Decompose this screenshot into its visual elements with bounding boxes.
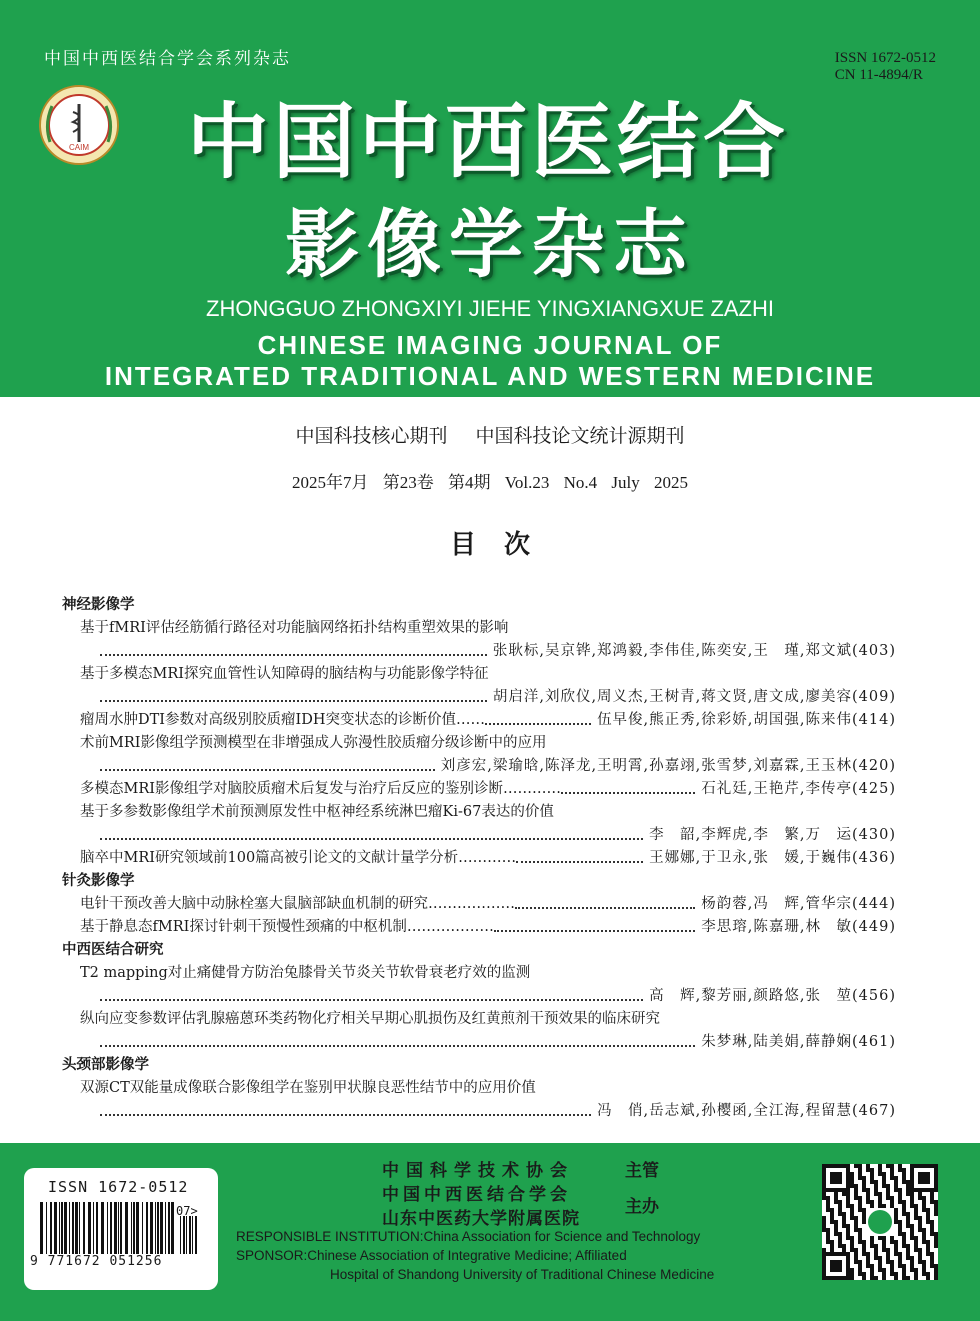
toc-entry-title: 纵向应变参数评估乳腺癌蒽环类药物化疗相关早期心肌损伤及红黄煎剂干预效果的临床研究 <box>80 1011 660 1027</box>
series-label: 中国中西医结合学会系列杂志 <box>44 49 291 69</box>
toc-entry-authors: 李思瑢,陈嘉珊,林 敏(449) <box>701 919 896 935</box>
toc-entry-authors: 高 辉,黎芳丽,颜路悠,张 堃(456) <box>649 988 896 1004</box>
toc-entry-title: 电针干预改善大脑中动脉栓塞大鼠脑部缺血机制的研究……………… <box>80 896 515 912</box>
toc-entry-authors: 张耿标,吴京铧,郑鸿毅,李伟佳,陈奕安,王 瑾,郑文斌(403) <box>492 643 896 659</box>
toc-entry-title: 脑卒中MRI研究领域前100篇高被引论文的文献计量学分析………… <box>80 850 517 866</box>
barcode-icon <box>38 1202 198 1258</box>
toc-entry-authors: 石礼廷,王艳芹,李传亭(425) <box>701 781 896 797</box>
leader-dots <box>100 640 487 656</box>
org-sponsor-1: 中国中西医结合学会 <box>382 1185 571 1205</box>
qr-code-icon <box>822 1164 938 1280</box>
barcode-suffix: 07> <box>176 1204 198 1218</box>
toc-entry-author-row <box>62 824 896 847</box>
toc-entry[interactable] <box>62 847 896 870</box>
logo-text: CAIM <box>69 143 89 152</box>
toc-entry-authors: 王娜娜,于卫永,张 媛,于巍伟(436) <box>649 850 896 866</box>
journal-title-line2: 影像学杂志 <box>285 202 695 288</box>
caim-logo-icon <box>38 84 120 166</box>
toc-entry-title: 基于fMRI评估经筋循行路径对功能脑网络拓扑结构重塑效果的影响 <box>80 620 509 636</box>
leader-dots <box>100 686 487 702</box>
toc-entry-authors: 伍早俊,熊正秀,徐彩娇,胡国强,陈来伟(414) <box>597 712 896 728</box>
toc-entry-author-row <box>62 1100 896 1123</box>
toc-entry-title: 基于静息态fMRI探讨针刺干预慢性颈痛的中枢机制……………… <box>80 919 494 935</box>
toc-heading: 目次 <box>449 530 558 560</box>
role-supervisor: 主管 <box>625 1161 659 1181</box>
issn-text: ISSN 1672-0512 <box>834 50 936 66</box>
toc-entry-author-row <box>62 640 896 663</box>
leader-dots <box>100 1031 695 1047</box>
table-of-contents <box>62 594 896 1123</box>
toc-entry-authors: 胡启洋,刘欣仪,周义杰,王树青,蒋文贤,唐文成,廖美容(409) <box>492 689 896 705</box>
leader-dots <box>515 893 695 909</box>
leader-dots <box>100 824 643 840</box>
toc-section-heading: 中西医结合研究 <box>62 942 164 958</box>
english-sponsor-cont: Hospital of Shandong University of Traditional Chinese Medicine <box>330 1267 715 1282</box>
toc-entry[interactable] <box>62 962 896 985</box>
toc-entry[interactable] <box>62 1008 896 1031</box>
english-title-line2: INTEGRATED TRADITIONAL AND WESTERN MEDICINE <box>104 361 876 391</box>
toc-entry[interactable] <box>62 778 896 801</box>
leader-dots <box>516 847 643 863</box>
cn-text: CN 11-4894/R <box>834 67 923 83</box>
leader-dots <box>100 755 435 771</box>
core-journal-label: 中国科技核心期刊 中国科技论文统计源期刊 <box>295 425 685 447</box>
toc-entry-authors: 冯 俏,岳志斌,孙樱函,全江海,程留慧(467) <box>597 1103 896 1119</box>
toc-entry-author-row <box>62 755 896 778</box>
toc-entry-title: 基于多模态MRI探究血管性认知障碍的脑结构与功能影像学特征 <box>80 666 489 682</box>
toc-entry-title: 双源CT双能量成像联合影像组学在鉴别甲状腺良恶性结节中的应用价值 <box>80 1080 536 1096</box>
toc-entry-title: T2 mapping对止痛健骨方防治兔膝骨关节炎关节软骨衰老疗效的监测 <box>80 965 531 981</box>
toc-entry[interactable] <box>62 1077 896 1100</box>
org-sponsor-2: 山东中医药大学附属医院 <box>382 1209 580 1229</box>
toc-entry-author-row <box>62 985 896 1008</box>
role-sponsor: 主办 <box>625 1197 659 1217</box>
journal-pinyin: ZHONGGUO ZHONGXIYI JIEHE YINGXIANGXUE ZAZHI <box>206 296 774 321</box>
leader-dots <box>100 1100 591 1116</box>
leader-dots <box>561 778 695 794</box>
barcode-issn: ISSN 1672-0512 <box>48 1178 189 1196</box>
toc-entry-title: 瘤周水肿DTI参数对高级别胶质瘤IDH突变状态的诊断价值…… <box>80 712 486 728</box>
toc-entry-title: 术前MRI影像组学预测模型在非增强成人弥漫性胶质瘤分级诊断中的应用 <box>80 735 547 751</box>
journal-title-line1: 中国中西医结合 <box>186 94 789 190</box>
org-supervisor: 中国科学技术协会 <box>382 1161 574 1181</box>
toc-entry[interactable] <box>62 732 896 755</box>
toc-entry-authors: 李 韶,李辉虎,李 繁,万 运(430) <box>649 827 896 843</box>
leader-dots <box>494 916 695 932</box>
issn-block <box>835 50 936 84</box>
toc-section-heading: 针灸影像学 <box>62 873 135 889</box>
english-institution: RESPONSIBLE INSTITUTION:China Association for Science and Technology <box>236 1229 701 1244</box>
toc-entry-authors: 刘彦宏,梁瑜晗,陈泽龙,王明霄,孙嘉翊,张雪梦,刘嘉霖,王玉林(420) <box>440 758 896 774</box>
barcode-number: 9 771672 051256 <box>30 1254 163 1269</box>
toc-entry-authors: 朱梦琳,陆美娟,薛静娴(461) <box>701 1034 896 1050</box>
leader-dots <box>485 709 591 725</box>
toc-entry[interactable] <box>62 893 896 916</box>
english-sponsor: SPONSOR:Chinese Association of Integrative Medicine; Affiliated <box>236 1248 627 1263</box>
toc-entry[interactable] <box>62 617 896 640</box>
toc-section-heading: 神经影像学 <box>62 597 135 613</box>
toc-section-heading: 头颈部影像学 <box>62 1057 149 1073</box>
english-title-line1: CHINESE IMAGING JOURNAL OF <box>257 330 723 360</box>
issue-info: 2025年7月 第23卷 第4期 Vol.23 No.4 July 2025 <box>292 473 688 492</box>
toc-entry[interactable] <box>62 801 896 824</box>
toc-entry[interactable] <box>62 663 896 686</box>
toc-entry[interactable] <box>62 916 896 939</box>
toc-entry-title: 多模态MRI影像组学对脑胶质瘤术后复发与治疗后反应的鉴别诊断………… <box>80 781 561 797</box>
toc-entry-authors: 杨韵蓉,冯 辉,管华宗(444) <box>701 896 896 912</box>
leader-dots <box>100 985 643 1001</box>
toc-entry-author-row <box>62 686 896 709</box>
toc-entry[interactable] <box>62 709 896 732</box>
toc-entry-author-row <box>62 1031 896 1054</box>
toc-entry-title: 基于多参数影像组学术前预测原发性中枢神经系统淋巴瘤Ki-67表达的价值 <box>80 804 554 820</box>
